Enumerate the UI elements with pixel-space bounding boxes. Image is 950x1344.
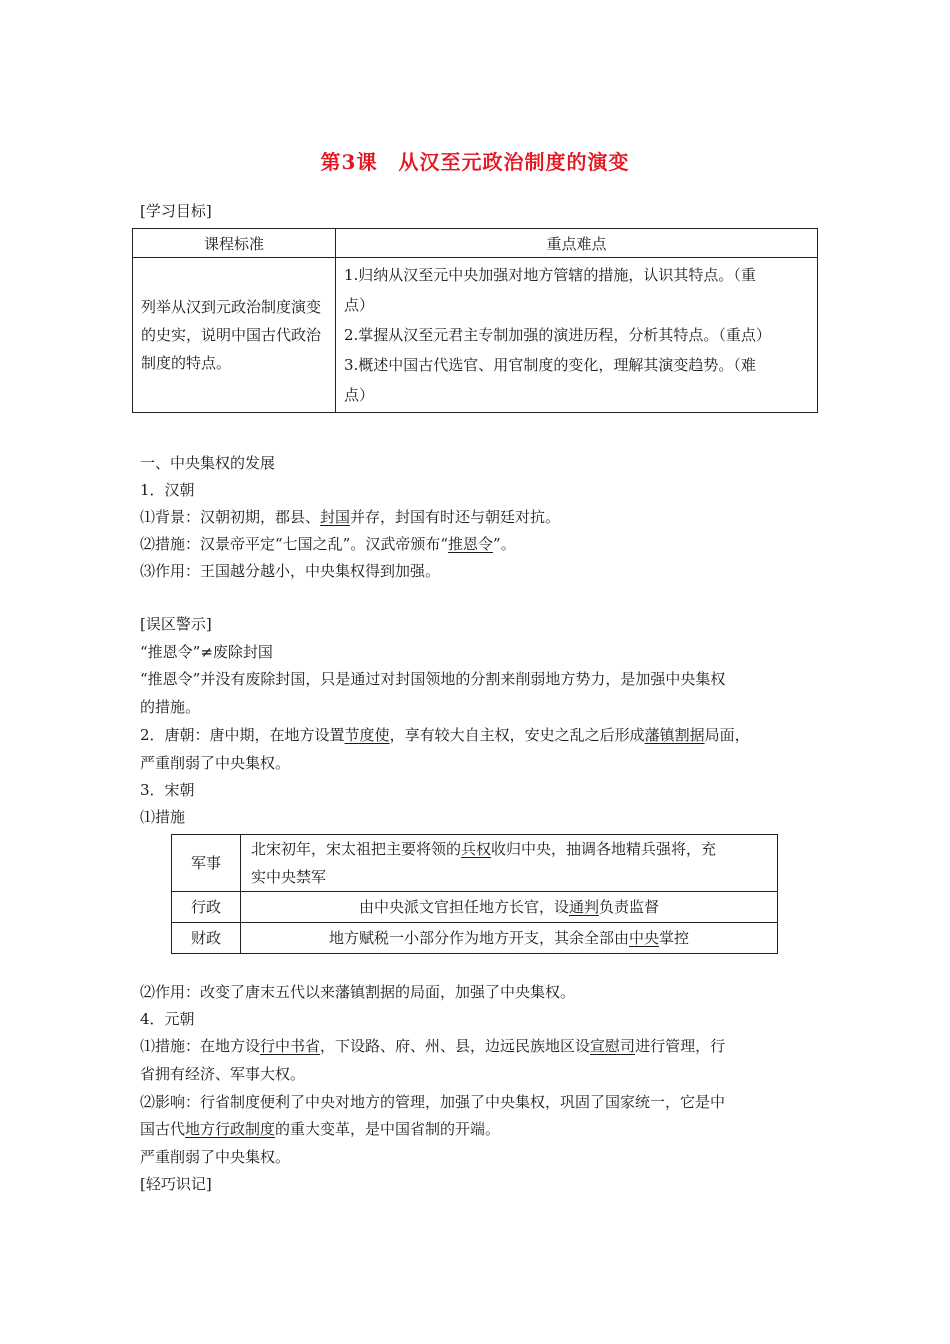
key-point-3-line2: 点） <box>344 386 375 404</box>
song-effect: ⑵作用：改变了唐末五代以来藩镇割据的局面，加强了中央集权。 <box>140 983 576 1001</box>
key-point-3-line1: 3.概述中国古代选官、用官制度的变化，理解其演变趋势。（难 <box>344 356 756 374</box>
yuan-i-pre: 国古代 <box>140 1120 186 1138</box>
yuan-blank-2: 宣慰司 <box>590 1037 636 1055</box>
song-label-finance: 财政 <box>172 923 241 954</box>
objectives-label: [学习目标] <box>140 202 212 220</box>
key-point-3 <box>344 350 809 410</box>
yuan-heading: 4．元朝 <box>140 1010 195 1028</box>
han-bg-post: 并存，封国有时还与朝廷对抗。 <box>350 508 561 526</box>
han-bg-pre: ⑴背景：汉朝初期，郡县、 <box>140 508 321 526</box>
han-measure-post: ”。 <box>493 535 516 553</box>
song-text-finance <box>241 923 778 954</box>
key-point-1-line2: 点） <box>344 296 375 314</box>
finance-blank: 中央 <box>628 929 659 947</box>
song-text-admin <box>241 892 778 923</box>
lesson-title: 第3课 从汉至元政治制度的演变 <box>320 150 630 174</box>
han-background <box>140 507 560 527</box>
section-heading: 一、中央集权的发展 <box>140 454 276 472</box>
yuan-i-post: 的重大变革，是中国省制的开端。 <box>275 1120 501 1138</box>
han-measures <box>140 534 516 554</box>
han-effect: ⑶作用：王国越分越小，中央集权得到加强。 <box>140 562 441 580</box>
song-label-admin: 行政 <box>172 892 241 923</box>
header-standard: 课程标准 <box>133 229 336 258</box>
song-row-admin <box>172 892 778 923</box>
objectives-header-row <box>133 229 818 258</box>
song-row-military <box>172 835 778 892</box>
standard-text: 列举从汉到元政治制度演变的史实，说明中国古代政治制度的特点。 <box>141 298 322 372</box>
warning-label: [误区警示] <box>140 615 212 633</box>
finance-pre: 地方赋税一小部分作为地方开支，其余全部由 <box>328 929 629 947</box>
key-point-1-line1: 1.归纳从汉至元中央加强对地方管辖的措施，认识其特点。（重 <box>344 266 756 284</box>
admin-blank: 通判 <box>568 898 599 916</box>
warning-line2: “推恩令”并没有废除封国，只是通过对封国领地的分割来削弱地方势力，是加强中央集权 <box>140 670 726 688</box>
military-line2: 实中央禁军 <box>251 868 327 886</box>
yuan-measures-line2: 省拥有经济、军事大权。 <box>140 1065 306 1083</box>
objectives-table <box>132 228 818 413</box>
key-point-1 <box>344 260 809 320</box>
song-text-military <box>241 835 778 892</box>
song-label-military: 军事 <box>172 835 241 892</box>
yuan-measures-line1 <box>140 1036 725 1056</box>
tang-post: 局面， <box>704 726 750 744</box>
yuan-blank-1: 行中书省 <box>260 1037 321 1055</box>
military-post: 收归中央，抽调各地精兵强将，充 <box>491 840 717 858</box>
han-heading: 1．汉朝 <box>140 481 195 499</box>
key-points-cell <box>336 258 818 413</box>
song-row-finance <box>172 923 778 954</box>
yuan-i-blank: 地方行政制度 <box>185 1120 276 1138</box>
han-bg-blank: 封国 <box>320 508 351 526</box>
key-point-2: 2.掌握从汉至元君主专制加强的演进历程，分析其特点。（重点） <box>344 326 771 344</box>
standard-cell <box>133 258 336 413</box>
warning-line3: 的措施。 <box>140 698 201 716</box>
yuan-m-pre: ⑴措施：在地方设 <box>140 1037 261 1055</box>
song-measures-table <box>171 834 778 954</box>
objectives-body-row <box>133 258 818 413</box>
tang-blank-2: 藩镇割据 <box>644 726 705 744</box>
stray-line: 严重削弱了中央集权。 <box>140 1148 291 1166</box>
song-measures-label: ⑴措施 <box>140 808 186 826</box>
warning-line1: “推恩令”≠废除封国 <box>140 643 273 661</box>
tang-blank-1: 节度使 <box>344 726 390 744</box>
yuan-impact-line1: ⑵影响：行省制度便利了中央对地方的管理，加强了中央集权，巩固了国家统一，它是中 <box>140 1093 726 1111</box>
tang-mid: ，享有较大自主权，安史之乱之后形成 <box>389 726 645 744</box>
yuan-impact-line2 <box>140 1119 500 1139</box>
military-blank: 兵权 <box>461 840 492 858</box>
han-measure-pre: ⑵措施：汉景帝平定“七国之乱”。汉武帝颁布“ <box>140 535 449 553</box>
yuan-m-post: 进行管理，行 <box>635 1037 726 1055</box>
tang-line2: 严重削弱了中央集权。 <box>140 754 291 772</box>
finance-post: 掌控 <box>659 929 690 947</box>
tang-pre: 2．唐朝：唐中期，在地方设置 <box>140 726 345 744</box>
tang-line1 <box>140 725 750 745</box>
admin-pre: 由中央派文官担任地方长官，设 <box>358 898 569 916</box>
admin-post: 负责监督 <box>599 898 660 916</box>
tip-label: [轻巧识记] <box>140 1175 212 1193</box>
military-pre: 北宋初年，宋太祖把主要将领的 <box>251 840 462 858</box>
header-key-points: 重点难点 <box>336 229 818 258</box>
yuan-m-mid: ，下设路、府、州、县，边远民族地区设 <box>320 1037 591 1055</box>
han-measure-blank: 推恩令 <box>448 535 494 553</box>
song-heading: 3．宋朝 <box>140 781 195 799</box>
